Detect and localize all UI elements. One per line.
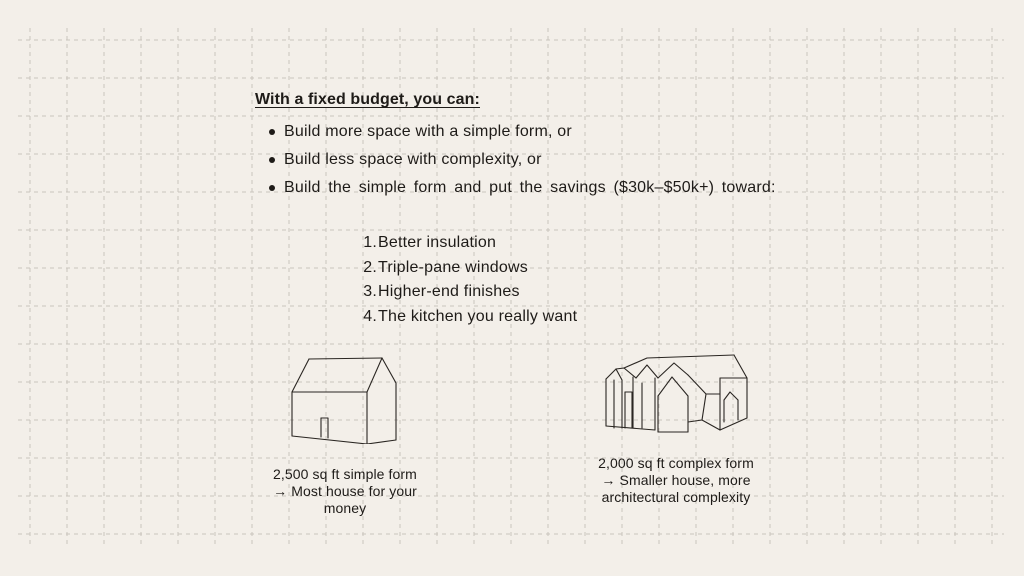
numbered-item bbox=[357, 231, 577, 256]
item-number: 3. bbox=[363, 283, 377, 300]
bullet-item: Build less space with complexity, or bbox=[268, 146, 813, 174]
caption-line: 2,000 sq ft complex form bbox=[598, 455, 754, 471]
bullet-list bbox=[268, 118, 813, 202]
complex-house-sketch-icon bbox=[602, 350, 752, 436]
complex-house-caption bbox=[566, 455, 786, 506]
bullet-item: Build more space with a simple form, or bbox=[268, 118, 813, 146]
heading: With a fixed budget, you can: bbox=[255, 91, 480, 108]
item-number: 4. bbox=[363, 307, 377, 325]
numbered-item bbox=[357, 305, 577, 330]
bullet-item: Build the simple form and put the savings ($30k–$50k+) toward: bbox=[268, 174, 813, 202]
item-text: Triple-pane windows bbox=[378, 258, 528, 276]
numbered-item bbox=[357, 256, 577, 281]
simple-house-sketch-icon bbox=[287, 352, 399, 444]
caption-line: → Smaller house, more bbox=[601, 472, 751, 488]
item-number: 2. bbox=[363, 258, 377, 276]
numbered-item bbox=[357, 280, 577, 305]
item-number: 1. bbox=[363, 234, 377, 251]
caption-line: 2,500 sq ft simple form bbox=[273, 466, 417, 482]
item-text: The kitchen you really want bbox=[378, 307, 578, 325]
item-text: Higher-end finishes bbox=[378, 283, 520, 300]
caption-line: → Most house for your bbox=[273, 483, 417, 499]
item-text: Better insulation bbox=[378, 234, 497, 251]
caption-line: money bbox=[323, 500, 367, 516]
simple-house-caption bbox=[245, 466, 445, 517]
caption-line: architectural complexity bbox=[601, 489, 751, 505]
numbered-list bbox=[357, 231, 577, 329]
